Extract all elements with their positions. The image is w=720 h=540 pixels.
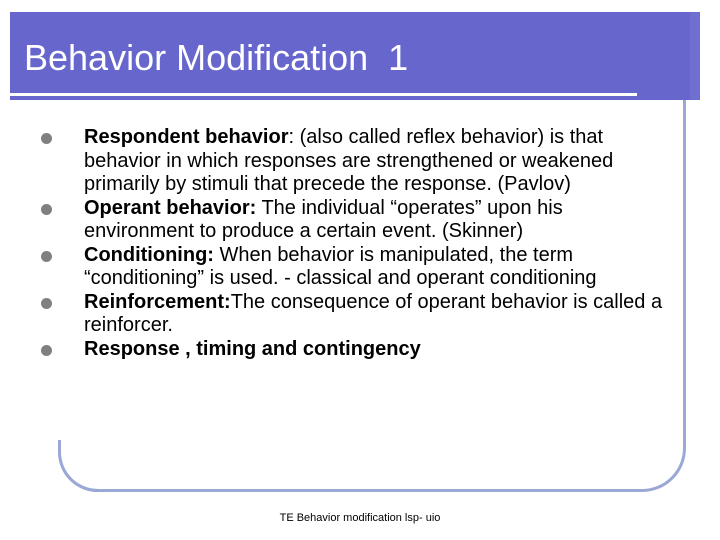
title-bar-edge <box>690 12 700 100</box>
slide-footer: TE Behavior modification lsp- uio <box>279 512 441 524</box>
slide-title: Behavior Modification 1 <box>24 37 409 78</box>
bullet-dot-icon <box>41 298 52 309</box>
bullet-text: The individual “operates” upon his environment to produce a certain event. (Skinner) <box>84 196 563 242</box>
title-underline <box>10 93 637 96</box>
bullet-dot-icon <box>41 251 52 262</box>
bullet-term: Reinforcement: <box>84 290 231 313</box>
bullet-dot-icon <box>41 133 52 144</box>
bullet-text: When behavior is manipulated, the term “conditioning” is used. - classical and operant conditioning <box>84 243 597 289</box>
bullet-text: The consequence of operant behavior is called a reinforcer. <box>84 290 663 336</box>
bullet-term: Respondent behavior <box>84 126 289 148</box>
bullet-term: Conditioning: <box>84 243 214 266</box>
bullet-dot-icon <box>41 204 52 215</box>
bullet-list <box>38 126 678 361</box>
bullet-item <box>38 338 678 362</box>
bullet-dot-icon <box>41 345 52 356</box>
bullet-term: Response , timing and contingency <box>84 337 421 360</box>
bullet-item <box>38 197 678 244</box>
content-frame-corner <box>58 440 98 492</box>
bullet-item <box>38 244 678 291</box>
bullet-term: Operant behavior: <box>84 196 257 219</box>
bullet-item <box>38 291 678 338</box>
bullet-item <box>38 126 678 197</box>
bullet-text: : (also called reflex behavior) is that behavior in which responses are strengthened or weakened primarily by stimuli that precede the response. (Pavlov) <box>84 126 614 195</box>
title-bar <box>10 12 700 100</box>
